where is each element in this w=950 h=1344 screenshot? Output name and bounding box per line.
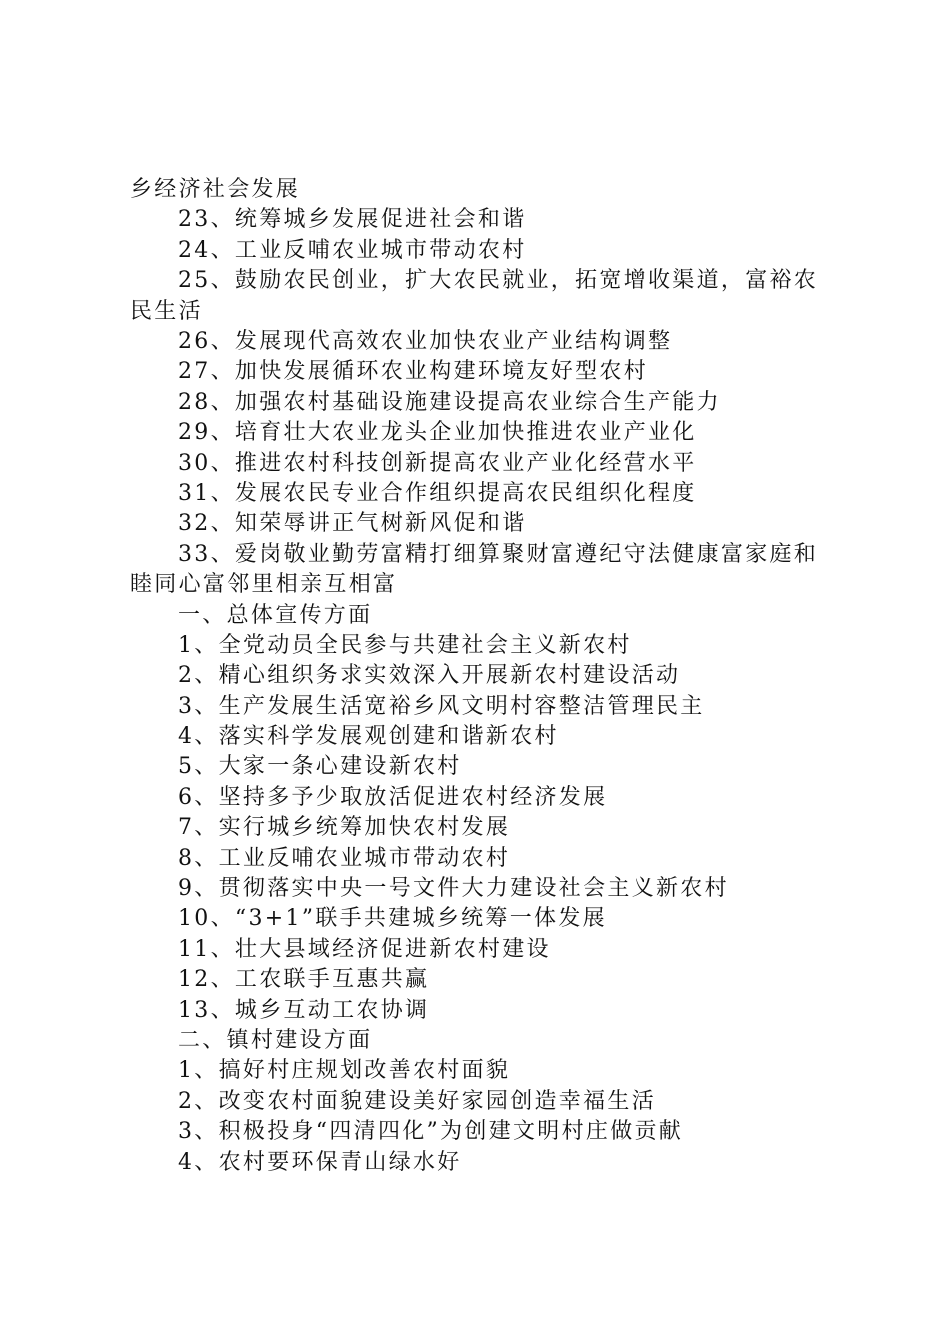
list-item: 31、发展农民专业合作组织提高农民组织化程度 — [178, 480, 697, 506]
list-item: 1、搞好村庄规划改善农村面貌 — [178, 1058, 511, 1084]
list-item: 5、大家一条心建设新农村 — [178, 754, 462, 780]
list-item: 2、改变农村面貌建设美好家园创造幸福生活 — [178, 1088, 656, 1114]
list-item: 3、积极投身“四清四化”为创建文明村庄做贡献 — [178, 1119, 684, 1145]
list-item: 26、发展现代高效农业加快农业产业结构调整 — [178, 328, 673, 354]
list-item: 7、实行城乡统筹加快农村发展 — [178, 815, 511, 841]
list-item: 27、加快发展循环农业构建环境友好型农村 — [178, 359, 648, 385]
list-item: 23、统筹城乡发展促进社会和谐 — [178, 207, 527, 233]
list-item: 8、工业反哺农业城市带动农村 — [178, 845, 511, 871]
list-item: 1、全党动员全民参与共建社会主义新农村 — [178, 632, 632, 658]
section-heading: 二、镇村建设方面 — [178, 1028, 373, 1053]
list-item: 4、落实科学发展观创建和谐新农村 — [178, 724, 559, 750]
list-item: 28、加强农村基础设施建设提高农业综合生产能力 — [178, 389, 721, 415]
list-item-wrapped: 25、鼓励农民创业，扩大农民就业，拓宽增收渠道，富裕农民生活 — [130, 268, 819, 324]
list-item: 32、知荣辱讲正气树新风促和谐 — [178, 511, 527, 537]
section-heading: 一、总体宣传方面 — [178, 602, 373, 628]
list-item: 12、工农联手互惠共赢 — [178, 967, 430, 993]
list-item: 30、推进农村科技创新提高农业产业化经营水平 — [178, 450, 697, 476]
list-item: 13、城乡互动工农协调 — [178, 997, 430, 1023]
list-item: 2、精心组织务求实效深入开展新农村建设活动 — [178, 663, 681, 689]
document-body — [130, 175, 835, 1178]
list-item: 11、壮大县域经济促进新农村建设 — [178, 936, 551, 962]
list-item-wrapped: 33、爱岗敬业勤劳富精打细算聚财富遵纪守法健康富家庭和睦同心富邻里相亲互相富 — [130, 541, 819, 598]
list-item: 10、“3+1”联手共建城乡统筹一体发展 — [178, 906, 607, 932]
list-item: 9、贯彻落实中央一号文件大力建设社会主义新农村 — [178, 876, 729, 902]
list-item: 29、培育壮大农业龙头企业加快推进农业产业化 — [178, 420, 697, 446]
list-item: 24、工业反哺农业城市带动农村 — [178, 237, 527, 263]
text-line: 乡经济社会发展 — [130, 177, 301, 202]
list-item: 6、坚持多予少取放活促进农村经济发展 — [178, 784, 608, 810]
list-item: 3、生产发展生活宽裕乡风文明村容整洁管理民主 — [178, 693, 705, 719]
list-item: 4、农村要环保青山绿水好 — [178, 1149, 462, 1175]
